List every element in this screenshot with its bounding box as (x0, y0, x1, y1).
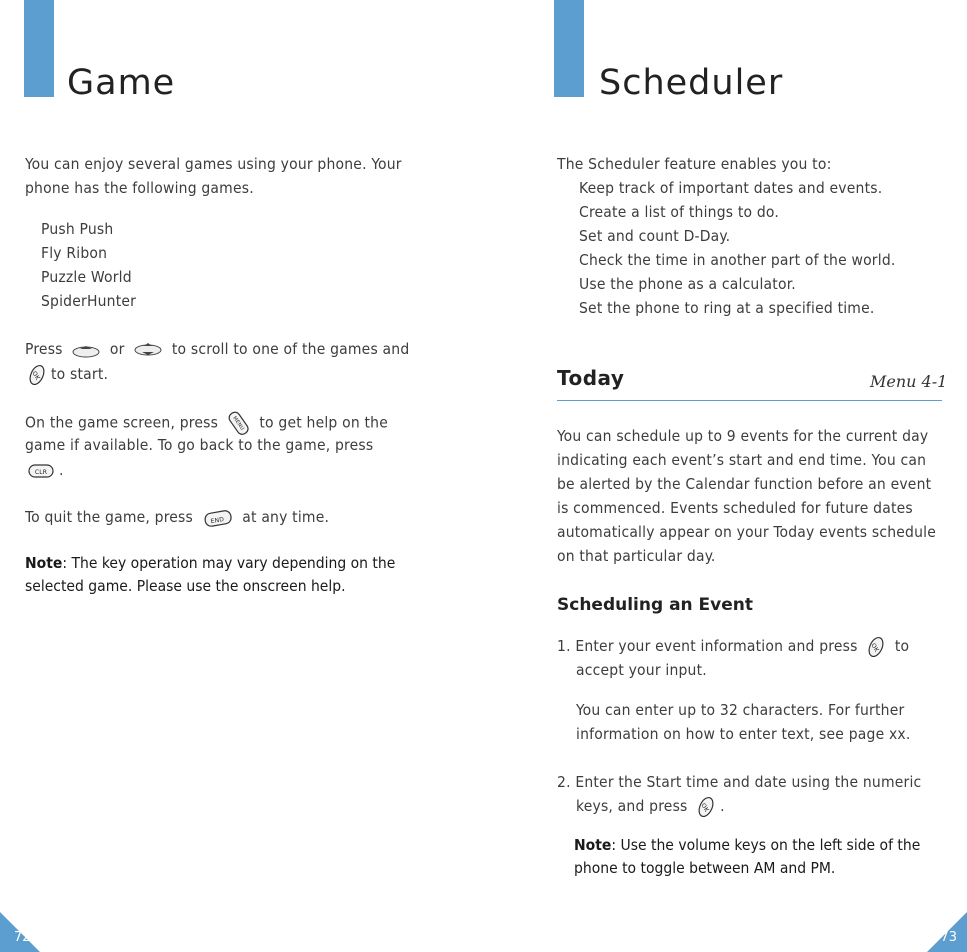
left-page (0, 0, 483, 952)
help-text: to get help on the (259, 413, 388, 432)
step-subtext: You can enter up to 32 characters. For further (576, 701, 905, 719)
today-text: indicating each event’s start and end time. You can (557, 451, 927, 469)
ok-key-icon (27, 364, 47, 386)
note-text: : Use the volume keys on the left side of the (611, 836, 921, 854)
step-text: keys, and press (576, 797, 688, 815)
clr-key-icon (27, 462, 55, 480)
menu-key-label: MENU (230, 415, 245, 432)
today-text: be alerted by the Calendar function before an event (557, 475, 932, 493)
feature-item: Use the phone as a calculator. (579, 275, 796, 293)
page-number: 72 (14, 930, 31, 945)
today-text: automatically appear on your Today events schedule (557, 523, 937, 541)
section-heading-scheduling: Scheduling an Event (557, 595, 754, 615)
quit-instruction (25, 505, 329, 529)
today-text: is commenced. Events scheduled for future dates (557, 499, 913, 517)
heading-rule (557, 400, 942, 401)
start-instruction (25, 362, 108, 386)
ok-key-label: OK (869, 641, 881, 653)
ok-key-icon (866, 635, 886, 659)
help-text: On the game screen, press (25, 413, 219, 432)
step-text: to (894, 637, 910, 655)
section-tab (554, 0, 584, 97)
help-text: game if available. To go back to the game, press (25, 436, 374, 454)
intro-line: The Scheduler feature enables you to: (557, 155, 832, 173)
intro-line: phone has the following games. (25, 179, 254, 197)
end-key-label: END (209, 515, 225, 525)
start-text: to start. (51, 365, 109, 383)
end-key-icon (202, 507, 234, 529)
ok-key-label: OK (30, 369, 41, 381)
game-item: Puzzle World (41, 268, 132, 286)
scroll-instruction (25, 337, 409, 361)
note-label: Note (574, 836, 612, 854)
step-2: 2. Enter the Start time and date using the numeric (557, 773, 922, 791)
scroll-or: or (109, 340, 125, 358)
feature-item: Check the time in another part of the world. (579, 251, 896, 269)
clr-instruction (25, 458, 64, 482)
feature-item: Create a list of things to do. (579, 203, 779, 221)
section-tab (24, 0, 54, 97)
up-key-icon (71, 341, 101, 359)
step-subtext: information on how to enter text, see page xx. (576, 725, 911, 743)
page-number: 73 (940, 930, 957, 945)
note (25, 552, 395, 575)
quit-text: at any time. (242, 508, 330, 526)
note-text: selected game. Please use the onscreen help. (25, 577, 346, 595)
ok-key-icon (696, 795, 716, 819)
note-text: phone to toggle between AM and PM. (574, 859, 836, 877)
scroll-text: Press (25, 340, 63, 358)
today-text: on that particular day. (557, 547, 716, 565)
ok-key-label: OK (699, 801, 711, 813)
page-title: Scheduler (599, 63, 784, 103)
feature-item: Set and count D-Day. (579, 227, 731, 245)
right-page (483, 0, 967, 952)
note-text: : The key operation may vary depending on the (62, 554, 396, 572)
clr-key-label: CLR (34, 468, 48, 476)
note (574, 834, 920, 857)
down-key-icon (133, 341, 163, 359)
quit-text: To quit the game, press (25, 508, 193, 526)
note-label: Note (25, 554, 63, 572)
today-text: You can schedule up to 9 events for the current day (557, 427, 929, 445)
game-item: Fly Ribon (41, 244, 108, 262)
help-period: . (59, 461, 64, 479)
game-item: Push Push (41, 220, 114, 238)
menu-reference: Menu 4-1 (870, 372, 948, 391)
step-2-cont (576, 794, 725, 819)
section-heading-today: Today (557, 366, 625, 390)
step-1 (557, 634, 909, 659)
step-period: . (720, 797, 725, 815)
page-title: Game (67, 63, 176, 103)
scroll-text: to scroll to one of the games and (171, 340, 410, 358)
step-text: accept your input. (576, 661, 707, 679)
intro-line: You can enjoy several games using your phone. Your (25, 155, 402, 173)
step-text: 1. Enter your event information and press (557, 637, 858, 655)
game-item: SpiderHunter (41, 292, 137, 310)
feature-item: Set the phone to ring at a specified time. (579, 299, 875, 317)
feature-item: Keep track of important dates and events. (579, 179, 883, 197)
